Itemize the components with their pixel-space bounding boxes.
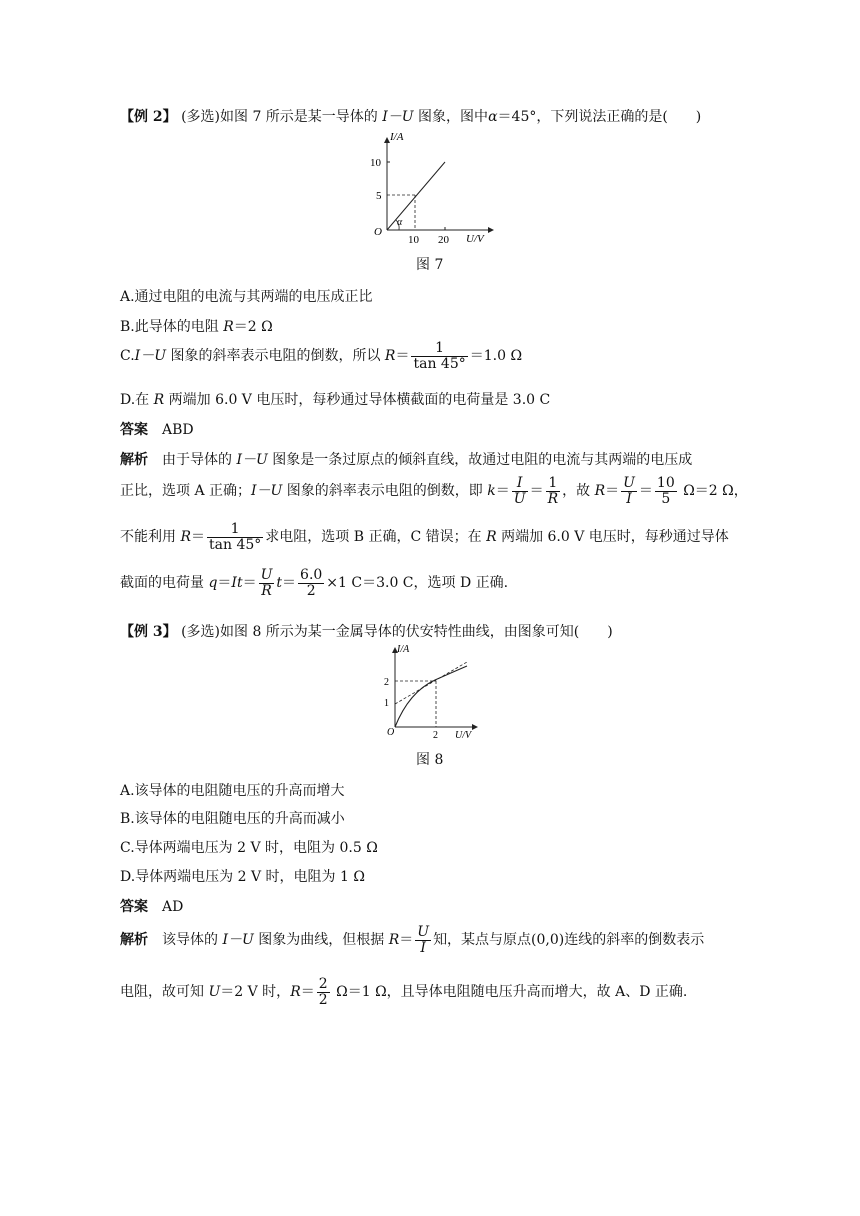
fraction bbox=[655, 476, 677, 506]
answer-label: 答案 bbox=[120, 899, 148, 915]
numerator: I bbox=[512, 476, 528, 492]
question-text: 图象，图中 bbox=[413, 109, 489, 125]
r-symbol: R bbox=[388, 932, 400, 949]
option-b: B.该导体的电阻随电压的升高而减小 bbox=[120, 811, 345, 827]
explanation-text: ＝2 V 时， bbox=[220, 984, 291, 1001]
answer-value: AD bbox=[162, 899, 184, 915]
fraction bbox=[207, 522, 263, 552]
option-text: ＝2 Ω bbox=[233, 319, 273, 335]
alpha-symbol: α bbox=[488, 109, 498, 125]
q-symbol: q bbox=[208, 575, 218, 592]
denominator: tan 45° bbox=[413, 355, 466, 372]
option-d: D.导体两端电压为 2 V 时，电阻为 1 Ω bbox=[120, 869, 365, 885]
explanation-text: 知，某点与原点(0,0)连线的斜率的倒数表示 bbox=[433, 932, 705, 949]
fraction bbox=[546, 476, 561, 506]
iu-symbol: I－U bbox=[134, 348, 167, 365]
option-c bbox=[120, 341, 522, 371]
explanation-line-2 bbox=[120, 476, 748, 506]
fraction bbox=[621, 476, 637, 506]
explanation-text: 图象的斜率表示电阻的倒数，即 bbox=[282, 483, 488, 500]
iu-symbol: I－U bbox=[251, 483, 283, 500]
explanation-line-1 bbox=[120, 925, 704, 955]
question-text: (多选)如图 7 所示是某一导体的 bbox=[181, 109, 383, 125]
equals-sign: ＝ bbox=[638, 483, 653, 500]
denominator: R bbox=[547, 490, 559, 507]
option-text: ＝1.0 Ω bbox=[469, 348, 523, 365]
y-tick-label: 10 bbox=[370, 157, 381, 169]
denominator: tan 45° bbox=[209, 536, 262, 553]
u-symbol: U bbox=[208, 984, 221, 1001]
figure-caption: 图 7 bbox=[416, 257, 444, 273]
fraction bbox=[317, 977, 330, 1007]
explanation-text: Ω＝1 Ω，且导体电阻随电压升高而增大，故 A、D 正确. bbox=[331, 984, 688, 1001]
option-text: B.此导体的电阻 bbox=[120, 319, 224, 335]
numerator: 1 bbox=[411, 341, 467, 357]
fraction bbox=[512, 476, 528, 506]
answer-value: ABD bbox=[162, 422, 194, 438]
origin-label: O bbox=[374, 226, 382, 238]
explanation-text: 两端加 6.0 V 电压时，每秒通过导体 bbox=[496, 529, 729, 546]
equals-sign: ＝ bbox=[605, 483, 620, 500]
explanation-text: 截面的电荷量 bbox=[120, 575, 209, 592]
equals-sign: ＝ bbox=[242, 575, 257, 592]
example-tag: 【例 2】 bbox=[120, 109, 177, 125]
question-text: ＝45°，下列说法正确的是( ) bbox=[497, 109, 702, 125]
origin-label: O bbox=[387, 727, 395, 738]
explanation-text: 图象是一条过原点的倾斜直线，故通过电阻的电流与其两端的电压成 bbox=[267, 452, 693, 468]
denominator: 2 bbox=[306, 582, 316, 599]
explanation-text: 该导体的 bbox=[162, 932, 223, 949]
denominator: I bbox=[420, 939, 426, 956]
fraction bbox=[298, 568, 324, 598]
denominator: U bbox=[513, 490, 526, 507]
x-axis-label: U/V bbox=[455, 730, 472, 741]
figure-caption: 图 8 bbox=[416, 752, 444, 768]
option-b bbox=[120, 316, 273, 336]
r-symbol: R bbox=[290, 984, 301, 1001]
equals-sign: ＝ bbox=[282, 575, 297, 592]
explanation-line-3 bbox=[120, 522, 729, 552]
equals-sign: ＝ bbox=[495, 483, 510, 500]
explanation-label: 解析 bbox=[120, 452, 148, 468]
option-a: A.该导体的电阻随电压的升高而增大 bbox=[120, 783, 345, 799]
fraction bbox=[259, 568, 275, 598]
figure-7 bbox=[360, 130, 500, 245]
k-symbol: k bbox=[487, 483, 496, 500]
t-symbol: t bbox=[276, 575, 283, 592]
iu-symbol: I－U bbox=[382, 109, 414, 125]
explanation-text: ，故 bbox=[562, 483, 595, 500]
option-d bbox=[120, 389, 550, 409]
explanation-text: 由于导体的 bbox=[162, 452, 237, 468]
angle-label: α bbox=[397, 217, 403, 228]
example-2-question bbox=[120, 106, 701, 126]
x-axis-label: U/V bbox=[466, 233, 484, 245]
x-tick-label: 20 bbox=[438, 234, 449, 245]
explanation-text: 正比，选项 A 正确； bbox=[120, 483, 252, 500]
explanation-label: 解析 bbox=[120, 932, 148, 949]
y-axis-label: I/A bbox=[397, 644, 410, 655]
x-tick-label: 10 bbox=[408, 234, 419, 245]
option-a: A.通过电阻的电流与其两端的电压成正比 bbox=[120, 289, 373, 305]
numerator: 2 bbox=[318, 976, 328, 992]
explanation-line-4 bbox=[120, 568, 508, 598]
iu-symbol: I－U bbox=[222, 932, 254, 949]
explanation-line-2 bbox=[120, 977, 687, 1007]
answer-label: 答案 bbox=[120, 422, 148, 438]
explanation-text: Ω＝2 Ω， bbox=[678, 483, 748, 500]
iu-line bbox=[387, 162, 445, 230]
equals-sign: ＝ bbox=[399, 932, 414, 949]
it-symbol: It bbox=[231, 575, 243, 592]
numerator: 6.0 bbox=[300, 567, 323, 583]
example-tag: 【例 3】 bbox=[120, 624, 177, 640]
numerator: U bbox=[260, 567, 273, 583]
numerator: 10 bbox=[656, 475, 675, 491]
question-text: (多选)如图 8 所示为某一金属导体的伏安特性曲线，由图象可知( ) bbox=[181, 624, 613, 640]
y-tick-label: 1 bbox=[384, 698, 389, 709]
fraction bbox=[415, 925, 431, 955]
denominator: I bbox=[626, 490, 632, 507]
r-symbol: R bbox=[384, 348, 396, 365]
y-tick-label: 2 bbox=[384, 677, 389, 688]
option-text: 图象的斜率表示电阻的倒数，所以 bbox=[166, 348, 385, 365]
fraction bbox=[411, 341, 467, 371]
iu-symbol: I－U bbox=[236, 452, 268, 468]
r-symbol: R bbox=[153, 392, 165, 408]
numerator: U bbox=[623, 475, 635, 491]
x-tick-label: 2 bbox=[433, 730, 438, 741]
option-c: C.导体两端电压为 2 V 时，电阻为 0.5 Ω bbox=[120, 840, 378, 856]
explanation-line-1 bbox=[120, 449, 692, 469]
equals-sign: ＝ bbox=[529, 483, 544, 500]
explanation-text: 电阻，故可知 bbox=[120, 984, 209, 1001]
option-text: D.在 bbox=[120, 392, 154, 408]
numerator: U bbox=[417, 924, 430, 940]
y-tick-label: 5 bbox=[376, 190, 382, 202]
answer-row bbox=[120, 419, 194, 439]
answer-row bbox=[120, 896, 183, 916]
denominator: 2 bbox=[318, 991, 328, 1008]
explanation-text: 求电阻，选项 B 正确，C 错误；在 bbox=[265, 529, 487, 546]
iu-curve bbox=[395, 666, 467, 727]
tangent-line bbox=[395, 662, 467, 704]
r-symbol: R bbox=[594, 483, 606, 500]
example-3-question bbox=[120, 621, 613, 641]
y-axis-label: I/A bbox=[390, 131, 404, 143]
equals-sign: ＝ bbox=[217, 575, 232, 592]
explanation-text: 图象为曲线，但根据 bbox=[253, 932, 389, 949]
equals-sign: ＝ bbox=[395, 348, 410, 365]
r-symbol: R bbox=[180, 529, 191, 546]
figure-8 bbox=[375, 642, 485, 742]
denominator: 5 bbox=[661, 490, 671, 507]
option-text: 两端加 6.0 V 电压时，每秒通过导体横截面的电荷量是 3.0 C bbox=[164, 392, 551, 408]
equals-sign: ＝ bbox=[300, 984, 315, 1001]
r-symbol: R bbox=[223, 319, 234, 335]
option-text: C. bbox=[120, 348, 135, 365]
explanation-text: 不能利用 bbox=[120, 529, 181, 546]
equals-sign: ＝ bbox=[191, 529, 205, 546]
numerator: 1 bbox=[207, 522, 263, 538]
r-symbol: R bbox=[486, 529, 497, 546]
numerator: 1 bbox=[546, 476, 561, 492]
denominator: R bbox=[261, 582, 272, 599]
explanation-text: ×1 C＝3.0 C，选项 D 正确. bbox=[326, 575, 509, 592]
